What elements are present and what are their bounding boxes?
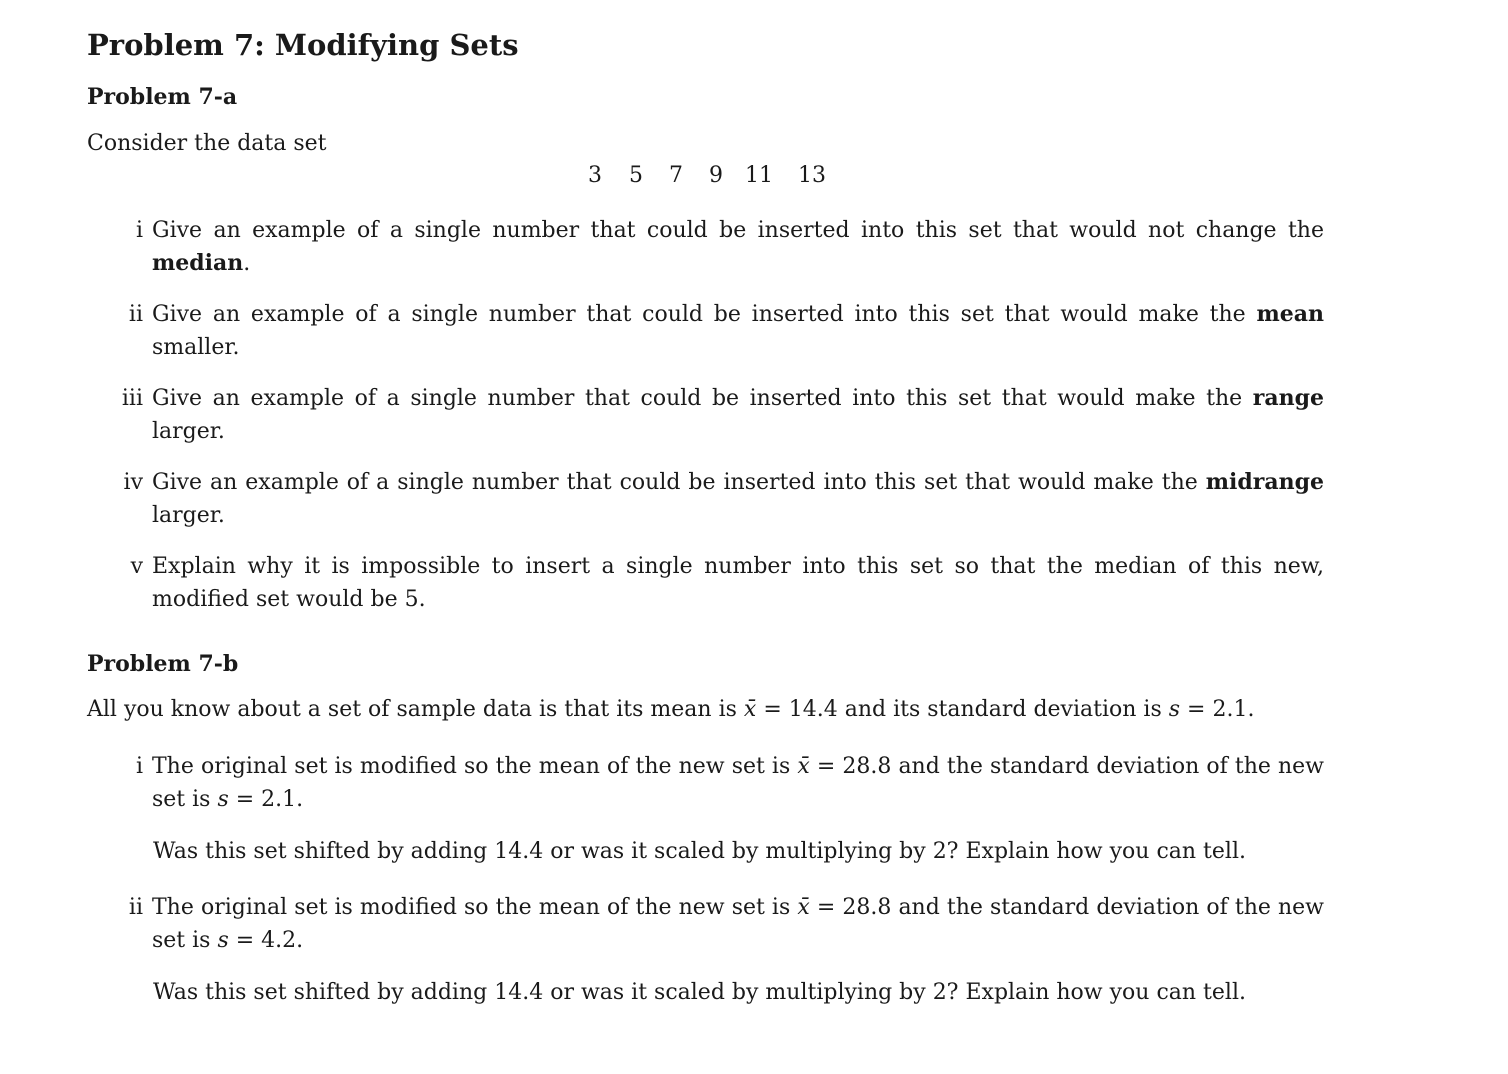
heading-7b: Problem 7-b [87,651,239,677]
item-marker: iii [121,386,143,411]
data-value: 3 [588,163,602,188]
item-marker: i [135,754,143,779]
item-text: Give an example of a single number that could be inserted into this set that would not change the median. [152,218,1324,276]
item-question: Was this set shifted by adding 14.4 or was it scaled by multiplying by 2? Explain how you can tell. [153,839,1246,864]
item-marker: ii [128,895,143,920]
item-marker: iv [123,470,143,495]
dataset-row [587,163,827,188]
data-value: 7 [669,163,683,188]
item-text: Give an example of a single number that could be inserted into this set that would make the midrange larger. [152,469,1324,528]
item-question: Was this set shifted by adding 14.4 or was it scaled by multiplying by 2? Explain how you can tell. [153,980,1246,1005]
data-value: 13 [798,163,826,188]
item-text: Give an example of a single number that could be inserted into this set that would make the range larger. [152,385,1324,444]
data-value: 9 [709,163,723,188]
data-value: 11 [745,163,773,188]
item-marker: i [135,218,143,243]
item-marker: v [130,554,143,579]
item-text: Give an example of a single number that could be inserted into this set that would make the mean smaller. [152,301,1324,360]
item-text: The original set is modified so the mean of the new set is x̄ = 28.8 and the standard deviation of the new set is s = 4.2. [152,895,1324,953]
item-text: The original set is modified so the mean of the new set is x̄ = 28.8 and the standard deviation of the new set is s = 2.1. [152,754,1324,812]
item-text: Explain why it is impossible to insert a single number into this set so that the median of this new, modified set would be 5. [152,554,1324,612]
intro-7b: All you know about a set of sample data is that its mean is x̄ = 14.4 and its standard deviation is s = 2.1. [87,697,1255,722]
intro-7a: Consider the data set [87,131,327,156]
item-marker: ii [128,302,143,327]
page-title: Problem 7: Modifying Sets [87,28,519,62]
heading-7a: Problem 7-a [87,84,238,110]
data-value: 5 [629,163,643,188]
